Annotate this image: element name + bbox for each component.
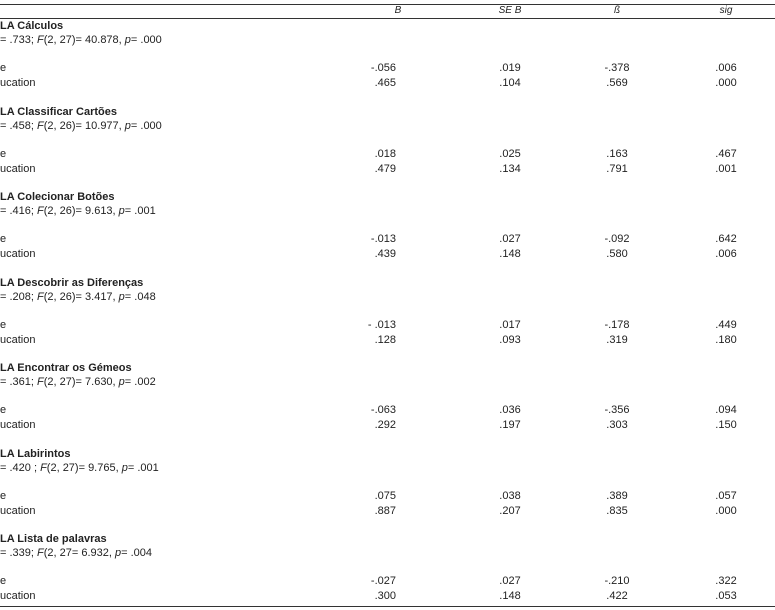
row-label: ucation [0, 333, 36, 346]
row-label: ucation [0, 504, 36, 517]
cell-se: .134 [499, 162, 521, 175]
stats-f: F [37, 119, 44, 132]
cell-beta: .389 [606, 489, 628, 502]
cell-se: .019 [499, 62, 521, 74]
header-rule [0, 18, 775, 19]
cell-b: - .013 [367, 318, 396, 331]
cell-sig: .057 [715, 489, 737, 502]
cell-b: .075 [374, 489, 396, 502]
cell-beta: .835 [606, 504, 628, 517]
cell-beta: -.378 [604, 62, 630, 74]
cell-sig: .094 [715, 404, 737, 416]
cell-b: .300 [374, 590, 396, 602]
row-label: ucation [0, 248, 36, 260]
cell-beta: .163 [606, 147, 628, 160]
cell-se: .025 [499, 147, 521, 160]
cell-se: .017 [499, 318, 521, 331]
stats-prefix: = .733; [0, 34, 38, 46]
section-title: LA Cálculos [0, 20, 64, 32]
section-model-stats [0, 34, 162, 46]
cell-beta: .319 [606, 333, 628, 346]
stats-end: = .001 [124, 205, 156, 217]
cell-se: .207 [499, 504, 521, 517]
cell-beta: .569 [606, 77, 628, 89]
section-model-stats [0, 205, 156, 217]
stats-f: F [40, 461, 47, 474]
cell-b: -.063 [370, 404, 396, 416]
cell-se: .027 [499, 575, 521, 587]
row-label: e [0, 62, 7, 74]
cell-se: .093 [499, 333, 521, 346]
cell-se: .027 [499, 233, 521, 245]
cell-b: -.027 [370, 575, 396, 587]
stats-p: p [118, 376, 125, 388]
header-beta: ß [613, 5, 621, 16]
stats-mid: (2, 26)= 10.977, [43, 119, 125, 132]
stats-end: = .001 [127, 461, 159, 474]
cell-b: .479 [374, 162, 396, 175]
stats-p: p [115, 547, 122, 559]
cell-se: .148 [499, 248, 521, 260]
stats-end: = .004 [121, 547, 153, 559]
cell-b: .018 [374, 147, 396, 160]
section-title: LA Colecionar Botões [0, 191, 115, 203]
stats-f: F [37, 205, 44, 217]
cell-sig: .467 [715, 147, 737, 160]
cell-beta: .580 [606, 248, 628, 260]
cell-b: .439 [374, 248, 396, 260]
stats-p: p [124, 119, 131, 132]
row-label: e [0, 575, 7, 587]
cell-sig: .449 [715, 318, 737, 331]
stats-end: = .000 [130, 34, 162, 46]
cell-se: .104 [499, 77, 521, 89]
row-label: ucation [0, 162, 36, 175]
section-title: LA Labirintos [0, 447, 71, 460]
section-model-stats [0, 291, 156, 303]
cell-sig: .006 [715, 248, 737, 260]
row-label: e [0, 489, 7, 502]
row-label: e [0, 318, 7, 331]
stats-mid: (2, 27)= 40.878, [43, 34, 125, 46]
stats-mid: (2, 26)= 3.417, [43, 290, 119, 303]
stats-prefix: = .458; [0, 119, 38, 132]
section-model-stats [0, 462, 159, 474]
section-title: LA Classificar Cartões [0, 105, 117, 118]
cell-sig: .000 [715, 77, 737, 89]
row-label: e [0, 404, 7, 416]
cell-sig: .000 [715, 504, 737, 517]
stats-prefix: = .416; [0, 205, 38, 217]
cell-beta: -.178 [604, 318, 630, 331]
cell-se: .197 [499, 419, 521, 431]
table-bottom-rule [0, 606, 775, 607]
stats-end: = .048 [124, 290, 156, 303]
stats-end: = .000 [130, 119, 162, 132]
row-label: ucation [0, 419, 36, 431]
stats-p: p [118, 205, 125, 217]
cell-sig: .322 [715, 575, 737, 587]
cell-beta: -.210 [604, 575, 630, 587]
stats-f: F [37, 376, 44, 388]
section-title: LA Lista de palavras [0, 533, 107, 545]
cell-se: .038 [499, 489, 521, 502]
cell-beta: -.092 [604, 233, 630, 245]
stats-p: p [121, 461, 128, 474]
section-title: LA Encontrar os Gémeos [0, 362, 132, 374]
stats-mid: (2, 26)= 9.613, [43, 205, 119, 217]
section-model-stats [0, 120, 162, 132]
stats-mid: (2, 27)= 7.630, [43, 376, 119, 388]
row-label: e [0, 147, 7, 160]
header-b: B [394, 5, 402, 16]
cell-sig: .001 [715, 162, 737, 175]
header-sig: sig [719, 5, 733, 16]
row-label: e [0, 233, 7, 245]
cell-sig: .006 [715, 62, 737, 74]
cell-sig: .053 [715, 590, 737, 602]
cell-b: -.056 [370, 62, 396, 74]
cell-sig: .180 [715, 333, 737, 346]
cell-se: .036 [499, 404, 521, 416]
cell-b: .128 [374, 333, 396, 346]
stats-end: = .002 [124, 376, 156, 388]
stats-mid: (2, 27= 6.932, [43, 547, 115, 559]
row-label: ucation [0, 590, 36, 602]
cell-se: .148 [499, 590, 521, 602]
stats-prefix: = .339; [0, 547, 38, 559]
header-se-b: SE B [498, 5, 522, 16]
cell-sig: .642 [715, 233, 737, 245]
cell-beta: .422 [606, 590, 628, 602]
section-model-stats [0, 547, 152, 559]
stats-p: p [118, 290, 125, 303]
stats-prefix: = .208; [0, 290, 38, 303]
stats-mid: (2, 27)= 9.765, [46, 461, 122, 474]
stats-f: F [37, 290, 44, 303]
cell-b: .887 [374, 504, 396, 517]
cell-beta: .791 [606, 162, 628, 175]
stats-f: F [37, 547, 44, 559]
cell-beta: -.356 [604, 404, 630, 416]
row-label: ucation [0, 77, 36, 89]
stats-f: F [37, 34, 44, 46]
cell-sig: .150 [715, 419, 737, 431]
cell-b: .292 [374, 419, 396, 431]
cell-b: .465 [374, 77, 396, 89]
cell-beta: .303 [606, 419, 628, 431]
section-title: LA Descobrir as Diferenças [0, 276, 144, 289]
cell-b: -.013 [370, 233, 396, 245]
stats-p: p [124, 34, 131, 46]
stats-prefix: = .420 ; [0, 461, 41, 474]
stats-prefix: = .361; [0, 376, 38, 388]
section-model-stats [0, 376, 156, 388]
